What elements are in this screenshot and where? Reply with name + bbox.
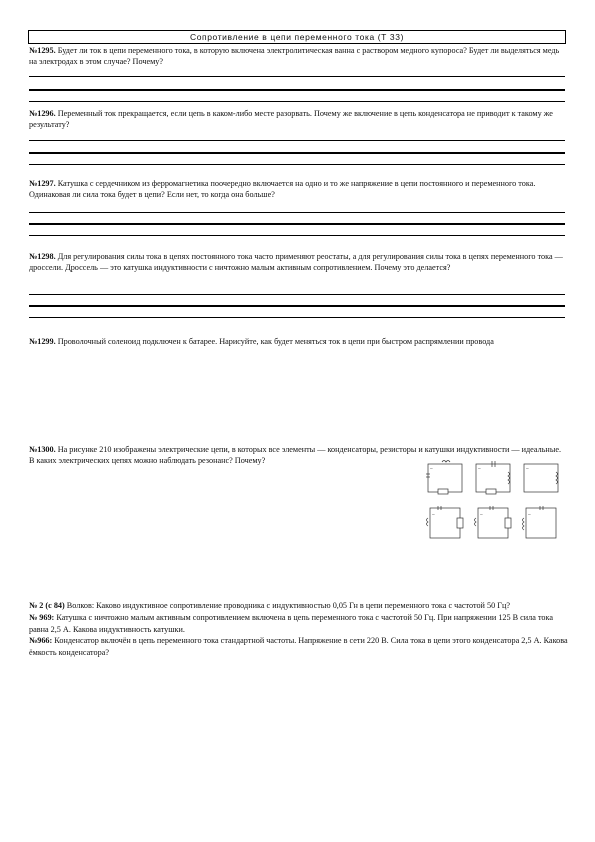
answer-line [29,305,565,306]
circuit-6 [523,506,557,538]
answer-line [29,164,565,165]
answer-lines-1297 [29,212,565,236]
circuit-3 [524,464,558,492]
extra-problem-1 [29,600,569,612]
extra-problem-2 [29,612,569,636]
problem-text: Конденсатор включён в цепь переменного тока стандартной частоты. Напряжение в сети 220 В. Сила тока в цепи этого конденсатора 2,5 А. Какова ёмкость конденсатора? [29,636,568,658]
problem-number: №966: [29,636,53,646]
question-1296 [29,108,565,130]
extra-problem-3 [29,635,569,659]
question-text: Переменный ток прекращается, если цепь в каком-либо месте разорвать. Почему же включение в цепь конденсатора не приводит к такому же результату? [29,109,553,129]
answer-line [29,212,565,213]
svg-text:~: ~ [430,467,433,472]
answer-line [29,89,565,90]
answer-line [29,140,565,141]
answer-line [29,76,565,77]
answer-line [29,317,565,318]
extra-problems [29,600,569,659]
svg-text:~: ~ [432,513,435,518]
svg-text:~: ~ [480,513,483,518]
answer-line [29,101,565,102]
svg-text:~: ~ [526,467,529,472]
answer-line [29,235,565,236]
question-text: Проволочный соленоид подключен к батарее. Нарисуйте, как будет меняться ток в цепи при быстром распрямлении провода [57,337,494,346]
answer-lines-1298 [29,294,565,318]
answer-lines-1296 [29,140,565,165]
answer-line [29,223,565,224]
svg-text:~: ~ [478,467,481,472]
question-number: №1299. [29,337,56,346]
problem-text: Волков: Каково индуктивное сопротивление проводника с индуктивностью 0,05 Гн в цепи переменного тока с частотой 50 Гц? [66,601,510,610]
question-number: №1300. [29,445,56,454]
circuit-1 [426,461,462,495]
question-text: Катушка с сердечником из ферромагнетика поочередно включается на одно и то же напряжение в цепи постоянного и переменного тока. Одинаковая ли сила тока будет в цепи? Если нет, то когда она больше? [29,179,536,199]
problem-number: № 969: [29,612,55,622]
worksheet-title: Сопротивление в цепи переменного тока (Т 33) [28,30,566,44]
circuit-2 [476,461,510,494]
question-number: №1298. [29,252,56,261]
question-text: Будет ли ток в цепи переменного тока, в которую включена электролитическая ванна с раствором медного купороса? Будет ли выделяться медь на электродах в этом случае? Почему? [29,46,560,66]
answer-lines-1295 [29,76,565,102]
answer-line [29,152,565,153]
question-1298 [29,251,565,273]
svg-text:~: ~ [528,513,531,518]
circuit-4 [427,506,464,538]
question-number: №1295. [29,46,56,55]
problem-text: Катушка с ничтожно малым активным сопротивлением включена в цепь переменного тока с частотой 50 Гц. При напряжении 125 В сила тока равна 2,5 А. Какова индуктивность катушки. [29,612,553,634]
question-1299 [29,336,565,347]
question-text: Для регулирования силы тока в цепях постоянного тока часто применяют реостаты, а для регулирования силы тока в цепях переменного тока — дроссели. Дроссель — это катушка индуктивности с ничтожно малым активным сопротивлением. Почему это делается? [29,252,563,272]
answer-line [29,294,565,295]
question-1295 [29,45,565,67]
circuit-figure [418,458,568,546]
problem-number: № 2 (с 84) [29,601,65,610]
question-number: №1297. [29,179,56,188]
circuit-5 [475,506,512,538]
question-text: На рисунке 210 изображены электрические цепи, в которых все элементы — конденсаторы, резисторы и катушки индуктивности — идеальные. В каких электрических цепях можно наблюдать резонанс? Почему? [29,445,561,465]
question-number: №1296. [29,109,56,118]
question-1297 [29,178,565,200]
